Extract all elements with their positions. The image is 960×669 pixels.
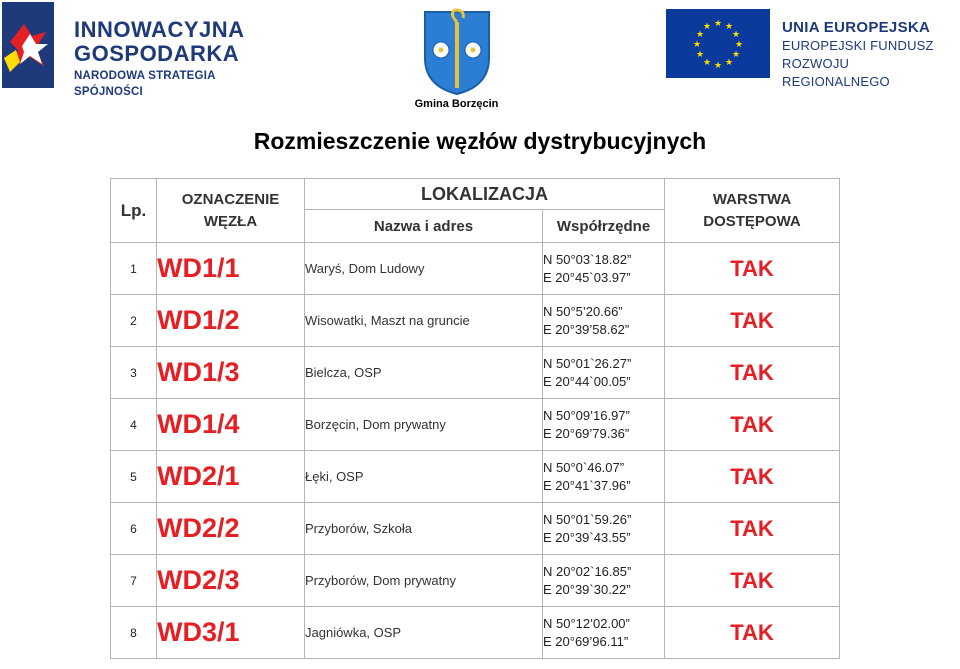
ig-star-logo-icon [2, 2, 54, 88]
table-row [111, 243, 840, 295]
cell-warstwa: TAK [665, 399, 840, 451]
coord-e: E 20°45`03.97” [543, 269, 631, 285]
ig-logo-line1: INNOWACYJNA [74, 17, 245, 42]
header-wspolrzedne: Współrzędne [543, 210, 665, 243]
coord-e: E 20°39`43.55” [543, 529, 631, 545]
cell-adres: Waryś, Dom Ludowy [305, 243, 543, 295]
cell-warstwa: TAK [665, 347, 840, 399]
header-warstwa-line2: DOSTĘPOWA [703, 212, 801, 230]
gmina-caption: Gmina Borzęcin [414, 98, 499, 110]
cell-lp: 2 [111, 295, 157, 347]
header-nazwa: Nazwa i adres [305, 210, 543, 243]
coord-n: N 20°02`16.85” [543, 563, 632, 579]
cell-wspolrzedne [543, 555, 665, 607]
cell-adres: Wisowatki, Maszt na gruncie [305, 295, 543, 347]
header-oznaczenie [157, 179, 305, 243]
cell-wspolrzedne [543, 399, 665, 451]
header-lp: Lp. [111, 179, 157, 243]
svg-text:★: ★ [713, 61, 723, 71]
svg-text:★: ★ [731, 30, 741, 40]
gmina-crest-icon [421, 8, 493, 96]
cell-lp: 1 [111, 243, 157, 295]
cell-oznaczenie: WD2/3 [157, 555, 305, 607]
table-row [111, 451, 840, 503]
cell-lp: 4 [111, 399, 157, 451]
cell-warstwa: TAK [665, 243, 840, 295]
table-row [111, 607, 840, 659]
cell-warstwa: TAK [665, 503, 840, 555]
cell-lp: 5 [111, 451, 157, 503]
header-oznaczenie-line2: WĘZŁA [203, 212, 258, 230]
coord-e: E 20°39’58.62” [543, 321, 630, 337]
coord-n: N 50°01`59.26” [543, 511, 632, 527]
coord-n: N 50°01`26.27” [543, 355, 632, 371]
eu-logo-line2: EUROPEJSKI FUNDUSZ [782, 38, 934, 53]
cell-lp: 6 [111, 503, 157, 555]
coord-n: N 50°09’16.97” [543, 407, 630, 423]
coord-e: E 20°69’79.36” [543, 425, 630, 441]
cell-oznaczenie: WD1/4 [157, 399, 305, 451]
svg-text:★: ★ [702, 22, 712, 32]
cell-adres: Przyborów, Szkoła [305, 503, 543, 555]
eu-logo-line3: ROZWOJU REGIONALNEGO [782, 56, 890, 89]
cell-adres: Borzęcin, Dom prywatny [305, 399, 543, 451]
cell-wspolrzedne [543, 451, 665, 503]
header-lokalizacja: LOKALIZACJA [305, 179, 665, 210]
svg-text:★: ★ [695, 50, 705, 60]
coord-n: N 50°03`18.82” [543, 251, 632, 267]
coord-n: N 50°12’02.00” [543, 615, 630, 631]
cell-adres: Łęki, OSP [305, 451, 543, 503]
cell-warstwa: TAK [665, 607, 840, 659]
cell-warstwa: TAK [665, 295, 840, 347]
cell-wspolrzedne [543, 503, 665, 555]
coord-e: E 20°41`37.96” [543, 477, 631, 493]
distribution-nodes-table [110, 178, 840, 659]
header-warstwa-line1: WARSTWA [712, 190, 792, 208]
cell-warstwa: TAK [665, 451, 840, 503]
svg-text:★: ★ [702, 58, 712, 68]
cell-oznaczenie: WD3/1 [157, 607, 305, 659]
svg-text:★: ★ [734, 40, 744, 50]
table-row [111, 295, 840, 347]
cell-lp: 8 [111, 607, 157, 659]
cell-oznaczenie: WD2/1 [157, 451, 305, 503]
cell-wspolrzedne [543, 295, 665, 347]
cell-wspolrzedne [543, 607, 665, 659]
table-row [111, 347, 840, 399]
coord-n: N 50°0`46.07” [543, 459, 625, 475]
cell-adres: Bielcza, OSP [305, 347, 543, 399]
cell-oznaczenie: WD1/2 [157, 295, 305, 347]
eu-flag-icon [666, 9, 770, 78]
coord-e: E 20°44`00.05” [543, 373, 631, 389]
table-row [111, 555, 840, 607]
table-row [111, 399, 840, 451]
cell-oznaczenie: WD1/3 [157, 347, 305, 399]
coord-e: E 20°39`30.22” [543, 581, 631, 597]
header-oznaczenie-line1: OZNACZENIE [181, 190, 280, 208]
ig-logo-line2: GOSPODARKA [74, 41, 240, 66]
cell-lp: 3 [111, 347, 157, 399]
eu-logo-line1: UNIA EUROPEJSKA [782, 19, 931, 36]
header-warstwa [665, 179, 840, 243]
coord-e: E 20°69’96.11” [543, 633, 629, 649]
page-title: Rozmieszczenie węzłów dystrybucyjnych [253, 128, 707, 154]
svg-text:★: ★ [724, 58, 734, 68]
table-row [111, 503, 840, 555]
cell-adres: Jagniówka, OSP [305, 607, 543, 659]
svg-text:★: ★ [731, 50, 741, 60]
ig-logo-line3: NARODOWA STRATEGIA SPÓJNOŚCI [74, 70, 216, 98]
cell-wspolrzedne [543, 243, 665, 295]
cell-adres: Przyborów, Dom prywatny [305, 555, 543, 607]
cell-lp: 7 [111, 555, 157, 607]
svg-text:★: ★ [724, 22, 734, 32]
cell-wspolrzedne [543, 347, 665, 399]
cell-warstwa: TAK [665, 555, 840, 607]
cell-oznaczenie: WD1/1 [157, 243, 305, 295]
coord-n: N 50°5’20.66” [543, 303, 623, 319]
svg-text:★: ★ [695, 30, 705, 40]
cell-oznaczenie: WD2/2 [157, 503, 305, 555]
svg-text:★: ★ [713, 19, 723, 29]
svg-text:★: ★ [692, 40, 702, 50]
innowacyjna-gospodarka-logo [0, 0, 270, 98]
